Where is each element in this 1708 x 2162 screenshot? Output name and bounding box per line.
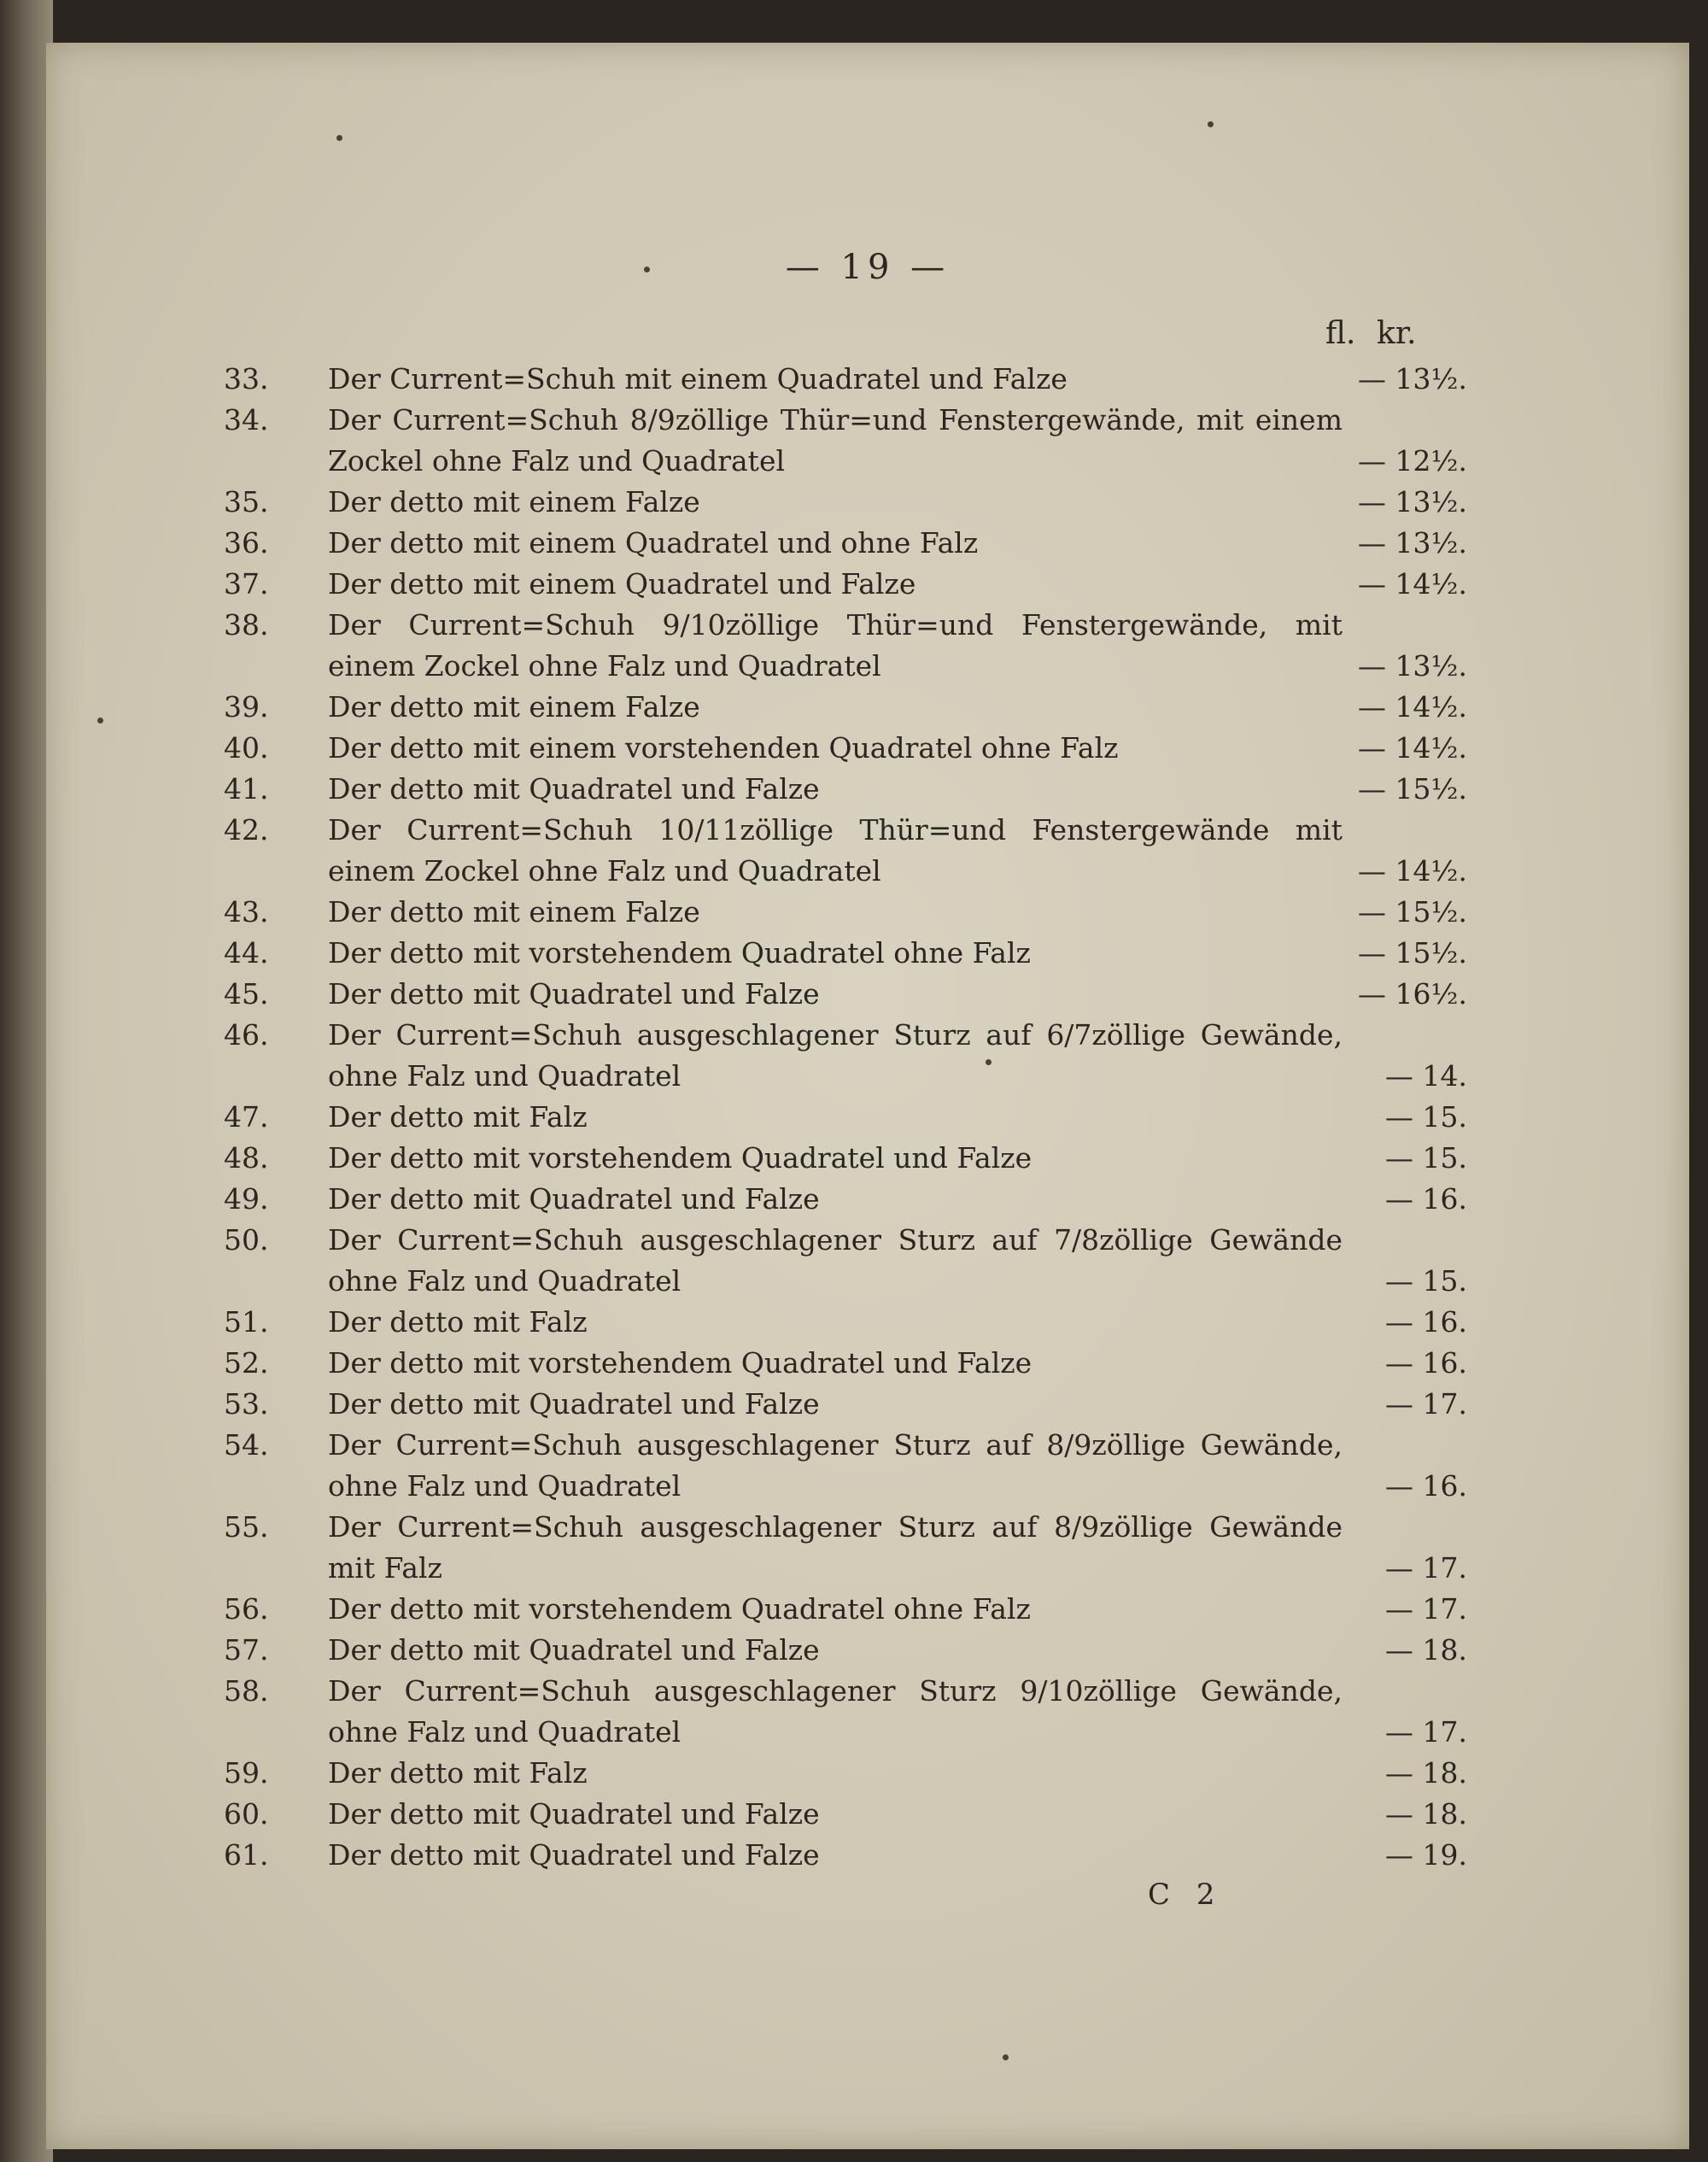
- entry-text: Der detto mit einem Falze: [328, 690, 700, 724]
- entry-price: — 14½.: [1358, 731, 1467, 765]
- entry-text: Der detto mit Falz: [328, 1305, 588, 1339]
- list-item: [46, 1589, 1689, 1630]
- entry-text: Der Current=Schuh 10/11zöllige Thür=und Fenstergewände mit einem Zockel ohne Falz und Quadratel: [328, 813, 1342, 888]
- entry-price: — 16.: [1385, 1469, 1467, 1503]
- list-item: [46, 1097, 1689, 1138]
- list-item: [46, 1425, 1689, 1507]
- entry-price: — 16.: [1385, 1346, 1467, 1380]
- list-item: [46, 687, 1689, 728]
- list-item: [46, 769, 1689, 810]
- list-item: [46, 482, 1689, 523]
- entry-number: 45.: [224, 977, 269, 1011]
- entry-text: Der Current=Schuh ausgeschlagener Sturz auf 6/7zöllige Gewände, ohne Falz und Quadratel: [328, 1018, 1342, 1093]
- entry-price: — 15.: [1385, 1100, 1467, 1134]
- list-item: [46, 933, 1689, 974]
- entry-text: Der detto mit Quadratel und Falze: [328, 1387, 820, 1421]
- entry-number: 51.: [224, 1305, 269, 1339]
- entry-text: Der detto mit Quadratel und Falze: [328, 1838, 820, 1872]
- entry-number: 48.: [224, 1141, 269, 1175]
- entry-text: Der detto mit vorstehendem Quadratel ohne Falz: [328, 936, 1031, 970]
- paper-speck: [336, 135, 342, 141]
- entry-number: 42.: [224, 813, 269, 847]
- list-item: [46, 1630, 1689, 1671]
- entry-number: 36.: [224, 526, 269, 560]
- entry-price: — 13½.: [1358, 526, 1467, 560]
- entry-number: 61.: [224, 1838, 269, 1872]
- entry-number: 34.: [224, 403, 269, 437]
- entry-number: 33.: [224, 362, 269, 395]
- entry-number: 35.: [224, 485, 269, 519]
- entry-number: 50.: [224, 1223, 269, 1257]
- entry-text: Der detto mit Falz: [328, 1756, 588, 1790]
- entry-price: — 17.: [1385, 1551, 1467, 1585]
- entry-text: Der detto mit einem vorstehenden Quadratel ohne Falz: [328, 731, 1119, 765]
- entry-text: Der detto mit Quadratel und Falze: [328, 1182, 820, 1216]
- entry-text: Der detto mit vorstehendem Quadratel und Falze: [328, 1346, 1032, 1380]
- paper-speck: [1003, 2054, 1009, 2060]
- list-item: [46, 523, 1689, 564]
- list-item: [46, 1220, 1689, 1302]
- list-item: [46, 359, 1689, 400]
- entry-number: 56.: [224, 1592, 269, 1626]
- entry-text: Der Current=Schuh ausgeschlagener Sturz 9/10zöllige Gewände, ohne Falz und Quadratel: [328, 1674, 1342, 1749]
- list-item: [46, 728, 1689, 769]
- entry-price: — 15.: [1385, 1141, 1467, 1175]
- entry-text: Der Current=Schuh 8/9zöllige Thür=und Fenstergewände, mit einem Zockel ohne Falz und Quadratel: [328, 403, 1342, 478]
- entry-text: Der detto mit vorstehendem Quadratel und Falze: [328, 1141, 1032, 1175]
- entry-text: Der Current=Schuh mit einem Quadratel und Falze: [328, 362, 1068, 395]
- entry-number: 46.: [224, 1018, 269, 1052]
- entry-text: Der detto mit vorstehendem Quadratel ohne Falz: [328, 1592, 1031, 1626]
- list-item: [46, 400, 1689, 482]
- entry-text: Der detto mit Quadratel und Falze: [328, 1633, 820, 1667]
- entry-price: — 13½.: [1358, 485, 1467, 519]
- entry-text: Der detto mit Quadratel und Falze: [328, 977, 820, 1011]
- entry-price: — 15½.: [1358, 895, 1467, 929]
- entry-price: — 14½.: [1358, 690, 1467, 724]
- entry-text: Der Current=Schuh 9/10zöllige Thür=und Fenstergewände, mit einem Zockel ohne Falz und Quadratel: [328, 608, 1342, 683]
- list-item: [46, 1138, 1689, 1179]
- entry-price: — 18.: [1385, 1797, 1467, 1831]
- paper-speck: [1208, 121, 1214, 127]
- entry-price: — 13½.: [1358, 362, 1467, 395]
- entry-price: — 16½.: [1358, 977, 1467, 1011]
- entry-text: Der detto mit Quadratel und Falze: [328, 1797, 820, 1831]
- entry-number: 58.: [224, 1674, 269, 1708]
- entry-number: 49.: [224, 1182, 269, 1216]
- entry-text: Der Current=Schuh ausgeschlagener Sturz auf 7/8zöllige Gewände ohne Falz und Quadratel: [328, 1223, 1342, 1298]
- entry-price: — 15.: [1385, 1264, 1467, 1298]
- entry-price: — 16.: [1385, 1305, 1467, 1339]
- list-item: [46, 1015, 1689, 1097]
- list-item: [46, 564, 1689, 605]
- entry-price: — 16.: [1385, 1182, 1467, 1216]
- entry-number: 40.: [224, 731, 269, 765]
- list-item: [46, 1302, 1689, 1343]
- list-item: [46, 974, 1689, 1015]
- entry-price: — 15½.: [1358, 936, 1467, 970]
- entry-price: — 15½.: [1358, 772, 1467, 806]
- list-item: [46, 1794, 1689, 1835]
- entry-text: Der Current=Schuh ausgeschlagener Sturz auf 8/9zöllige Gewände, ohne Falz und Quadratel: [328, 1428, 1342, 1503]
- entry-text: Der detto mit einem Falze: [328, 895, 700, 929]
- list-item: [46, 1343, 1689, 1384]
- list-item: [46, 1179, 1689, 1220]
- document-page: [46, 43, 1689, 2149]
- entry-text: Der detto mit einem Quadratel und Falze: [328, 567, 916, 601]
- entry-price: — 14.: [1385, 1059, 1467, 1093]
- entry-number: 53.: [224, 1387, 269, 1421]
- entry-number: 41.: [224, 772, 269, 806]
- column-header-kr: kr.: [1377, 316, 1417, 351]
- entry-number: 47.: [224, 1100, 269, 1134]
- list-item: [46, 1753, 1689, 1794]
- list-item: [46, 1671, 1689, 1753]
- page-number: — 19 —: [785, 248, 951, 287]
- entry-price: — 12½.: [1358, 444, 1467, 478]
- entry-price: — 18.: [1385, 1756, 1467, 1790]
- entry-text: Der detto mit einem Falze: [328, 485, 700, 519]
- entry-price: — 14½.: [1358, 567, 1467, 601]
- entry-text: Der Current=Schuh ausgeschlagener Sturz auf 8/9zöllige Gewände mit Falz: [328, 1510, 1342, 1585]
- entry-price: — 17.: [1385, 1387, 1467, 1421]
- entry-number: 39.: [224, 690, 269, 724]
- entry-price: — 13½.: [1358, 649, 1467, 683]
- list-item: [46, 1507, 1689, 1589]
- price-list: [46, 359, 1689, 1876]
- entry-number: 54.: [224, 1428, 269, 1462]
- entry-number: 43.: [224, 895, 269, 929]
- entry-price: — 17.: [1385, 1715, 1467, 1749]
- entry-price: — 18.: [1385, 1633, 1467, 1667]
- entry-price: — 14½.: [1358, 854, 1467, 888]
- entry-price: — 19.: [1385, 1838, 1467, 1872]
- entry-number: 52.: [224, 1346, 269, 1380]
- entry-number: 55.: [224, 1510, 269, 1544]
- entry-number: 44.: [224, 936, 269, 970]
- entry-price: — 17.: [1385, 1592, 1467, 1626]
- entry-number: 57.: [224, 1633, 269, 1667]
- list-item: [46, 605, 1689, 687]
- column-header-fl: fl.: [1325, 316, 1356, 351]
- entry-number: 37.: [224, 567, 269, 601]
- book-spine-edge: [0, 0, 53, 2162]
- entry-number: 60.: [224, 1797, 269, 1831]
- list-item: [46, 892, 1689, 933]
- entry-number: 59.: [224, 1756, 269, 1790]
- list-item: [46, 1384, 1689, 1425]
- entry-text: Der detto mit einem Quadratel und ohne Falz: [328, 526, 979, 560]
- entry-text: Der detto mit Falz: [328, 1100, 588, 1134]
- list-item: [46, 810, 1689, 892]
- entry-number: 38.: [224, 608, 269, 642]
- printer-signature: C 2: [1148, 1878, 1224, 1912]
- list-item: [46, 1835, 1689, 1876]
- entry-text: Der detto mit Quadratel und Falze: [328, 772, 820, 806]
